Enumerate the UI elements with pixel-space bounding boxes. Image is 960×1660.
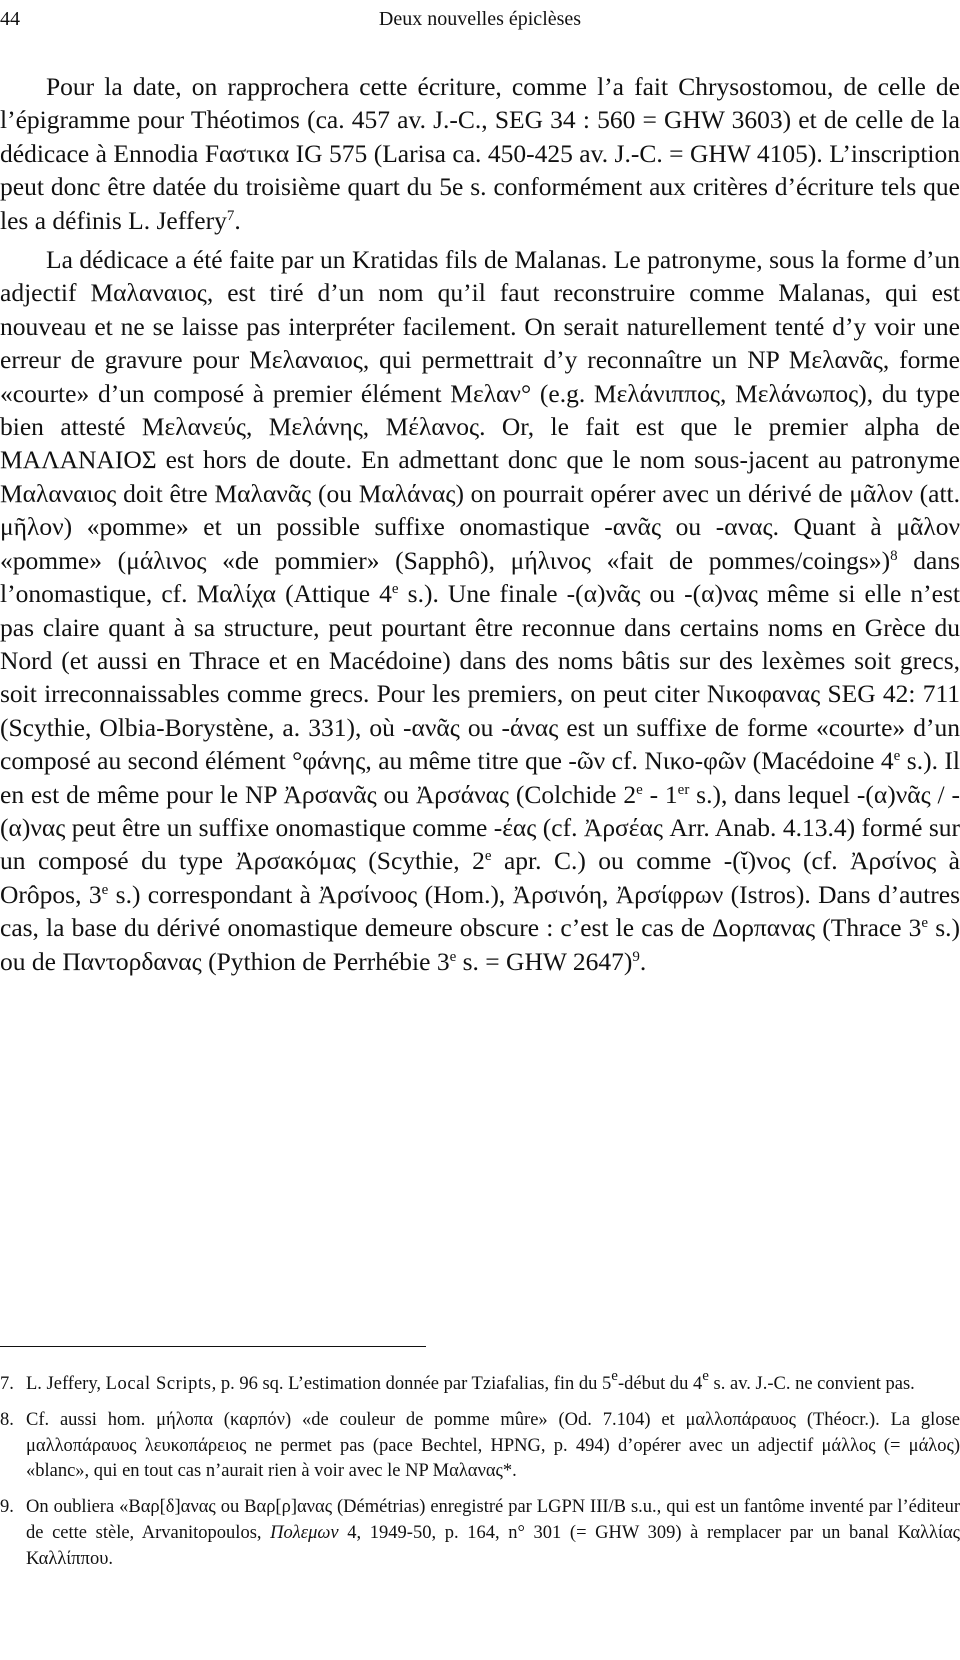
footnote-ref-8: 8 xyxy=(890,547,898,564)
superscript: e xyxy=(101,881,109,898)
superscript: e xyxy=(702,1368,709,1384)
superscript: e xyxy=(921,915,929,932)
footnote-number: 9. xyxy=(0,1497,14,1518)
footnote-text: L. Jeffery, xyxy=(26,1374,106,1394)
page-header xyxy=(0,6,960,32)
paragraph-2-text-i: s.) ou de Παντορδανας (Pythion de Perrhébie 3 xyxy=(0,913,960,976)
paragraph-2-text-a: La dédicace a été faite par un Kratidas fils de Malanas. Le patronyme, sous la forme d’un adjectif Μαλαναιος, est tiré d’un nom qu’il faut reconstruire comme Malanas, qui est nouveau et ne se laisse pas interpréter facilement. On serait naturellement tenté d’y voir une erreur de gravure pour Μελαναιος, qui permettrait d’y reconnaître un NP Μελανᾶς, forme «courte» d’un composé à premier élément Μελαν° (e.g. Μελάνιππος, Μελάνωπος), du type bien attesté Μελανεύς, Μελάνης, Μέλανος. Or, le fait est que le premier alpha de ΜΑΛΑΝΑΙΟΣ est hors de doute. En admettant donc que le nom sous-jacent au patronyme Μαλαναιος doit être Μαλανᾶς (ou Μαλάνας) on pourrait opérer avec un dérivé de μᾶλον (att. μῆλον) «pomme» et un possible suffixe onomastique -ανᾶς ou -ανας. Quant à μᾶλον «pomme» (μάλινος «de pommier» (Sapphô), μήλινος «fait de pommes/coings») xyxy=(0,245,960,575)
paragraph-2-text-e: - 1 xyxy=(642,779,678,809)
footnote-text: Cf. aussi hom. μήλοπα (καρπόν) «de couleur de pomme mûre» (Od. 7.104) et μαλλοπάραυος (Théocr.). La glose μαλλοπάραυος λευκοπάρειος ne permet pas (pace Bechtel, HPNG, p. 494) d’opérer avec un adjectif μάλλος (= μάλος) «blanc», qui en tout cas n’aurait rien à voir avec le NP Μαλανας*. xyxy=(26,1409,960,1482)
paragraph-1 xyxy=(0,70,960,237)
footnote-ref-9: 9 xyxy=(632,948,640,965)
footnote-text: , p. 96 sq. L’estimation donnée par Tziafalias, fin du 5 xyxy=(211,1374,612,1394)
paragraph-2-text-d: s.). Il en est de même pour le NP Ἀρσανᾶς ou Ἀρσάνας (Colchide 2 xyxy=(0,746,960,809)
journal-title: Πολεμων xyxy=(270,1522,339,1543)
superscript: e xyxy=(449,948,457,965)
footnote-number: 8. xyxy=(0,1409,14,1430)
superscript: e xyxy=(391,581,399,598)
paragraph-2-text-h: s.) correspondant à Ἀρσίνοος (Hom.), Ἀρσινόη, Ἀρσίφρων (Istros). Dans d’autres cas, la base du dérivé onomastique demeure obscure : c’est le cas de Δορπανας (Thrace 3 xyxy=(0,879,960,943)
paragraph-2-text-b: dans l’onomastique, cf. Μαλίχα (Attique 4 xyxy=(0,545,960,609)
superscript: e xyxy=(636,781,643,798)
page-number: 44 xyxy=(0,8,20,30)
paragraph-2-text-j: s. = GHW 2647) xyxy=(456,946,633,976)
superscript: e xyxy=(611,1368,618,1384)
superscript: e xyxy=(893,748,901,765)
footnote-7 xyxy=(0,1368,960,1398)
paragraph-1-text: Pour la date, on rapprochera cette écriture, comme l’a fait Chrysostomou, de celle de l’épigramme pour Théotimos (ca. 457 av. J.-C., SEG 34 : 560 = GHW 3603) et de celle de la dédicace à Ennodia Fαστικα IG 575 (Larisa ca. 450-425 av. J.-C. = GHW 4105). L’inscription peut donc être datée du troisième quart du 5e s. conformément aux critères d’écriture tels que les a définis L. Jeffery xyxy=(0,72,960,235)
paragraph-1-end: . xyxy=(234,205,241,235)
main-text xyxy=(0,70,960,978)
footnote-title: Local Scripts xyxy=(105,1374,212,1394)
footnotes xyxy=(0,1368,960,1583)
footnote-text: -début du 4 xyxy=(617,1374,703,1394)
footnote-8 xyxy=(0,1408,960,1485)
footnote-number: 7. xyxy=(0,1374,14,1394)
superscript: er xyxy=(677,781,690,798)
paragraph-2-end: . xyxy=(639,946,647,976)
paragraph-2-text-c: s.). Une finale -(α)νᾶς ou -(α)νας même si elle n’est pas claire quant à sa structure, peut pourtant être reconnue dans certains noms en Grèce du Nord (et aussi en Thrace et en Macédoine) dans des noms bâtis sur des lexèmes soit grecs, soit irreconnaissables comme grecs. Pour les premiers, on peut citer Νικοφανας SEG 42: 711 (Scythie, Olbia-Borystène, a. 331), où -ανᾶς ou -άνας est un suffixe de forme «courte» d’un composé au second élément °φάνης, au même titre que -ῶν cf. Νικο-φῶν (Macédoine 4 xyxy=(0,579,960,776)
footnote-9 xyxy=(0,1495,960,1572)
running-head: Deux nouvelles épiclèses xyxy=(378,8,582,30)
footnote-text: On oubliera «Βαρ[δ]ανας ou Βαρ[ρ]ανας (Démétrias) enregistré par LGPN III/B s.u., qui est un fantôme inventé par l’éditeur de cette stèle, Arvanitopoulos, xyxy=(26,1497,960,1543)
superscript: e xyxy=(484,848,492,865)
paragraph-2-text-f: s.), dans lequel -(α)νᾶς / -(α)νας peut être un suffixe onomastique comme -έας (cf. Ἀρσέας Arr. Anab. 4.13.4) formé sur un composé du type Ἀρσακόμας (Scythie, 2 xyxy=(0,779,960,876)
footnote-ref-7: 7 xyxy=(226,207,235,224)
paragraph-2 xyxy=(0,243,960,978)
footnote-separator xyxy=(0,1346,426,1347)
footnote-text: 4, 1949-50, p. 164, n° 301 (= GHW 309) à remplacer par un banal Καλλίας Καλλίππου. xyxy=(26,1522,960,1569)
footnote-text: s. av. J.-C. ne convient pas. xyxy=(708,1374,915,1394)
paragraph-2-text-g: apr. C.) ou comme -(ῐ)νος (cf. Ἀρσίνος à Orôpos, 3 xyxy=(0,846,960,909)
